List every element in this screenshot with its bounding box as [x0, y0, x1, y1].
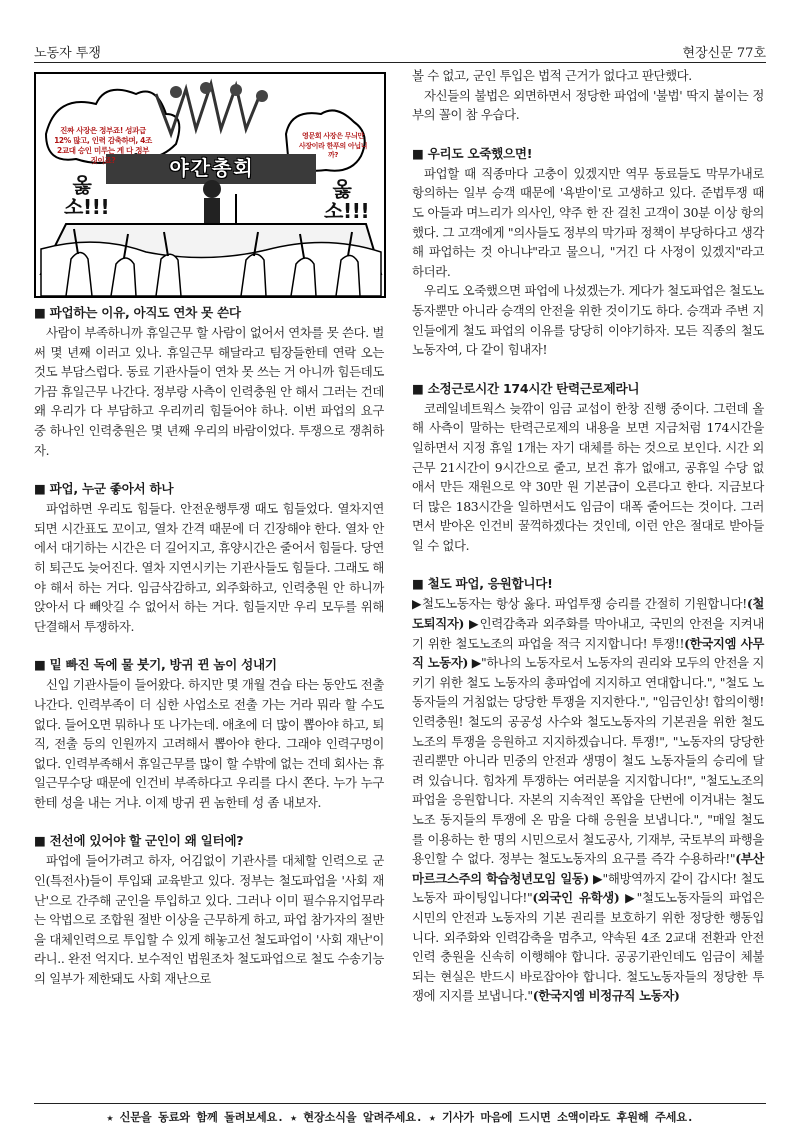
speech-bubble-right: 영문회 사장은 무늬만 사장이라 한푸의 아닙니까?: [298, 132, 368, 159]
article-body: 자신들의 불법은 외면하면서 정당한 파업에 '불법' 딱지 붙이는 정부의 꼴이 참 우습다.: [412, 87, 764, 123]
article-body: 신입 기관사들이 들어왔다. 하지만 몇 개월 견습 타는 동안도 전출 나간다. 인력부족이 더 심한 사업소로 전출 가는 거라 뭐라 할 수도 없다. 들어오면 뭐하나 또 나가는데. 애초에 더 많이 뽑아야 하고, 퇴직, 전출 등의 인원까지 고려해서 뽑아야 한다. 그래야 인력구멍이 없다. 인력부족해서 휴일근무를 많이 할 수밖에 없는 건데 회사는 휴일근무수당 때문에 인건비 부족하다고 우리를 다시 쫀다. 누가 누구한테 성을 내는 거냐. 이제 방귀 뀐 놈한테 성 좀 내보자.: [34, 677, 384, 810]
speech-bubble-left: 진짜 사장은 정부죠! 성과급 12% 많고, 인력 감축하며, 4조 2교대 승인 미루는 게 다 정부 짓이죠?: [54, 126, 152, 165]
article-section: [34, 831, 384, 988]
support-author: (한국지엠 사무직 노동자): [412, 635, 764, 671]
support-author: (외국인 유학생): [532, 890, 620, 906]
support-author: (철도퇴직자): [412, 596, 764, 632]
support-message: ▶인력감축과 외주화를 막아내고, 국민의 안전을 지켜내기 위한 철도노조의 파업을 적극 지지합니다! 투쟁!!: [412, 616, 764, 651]
article-section: [34, 655, 384, 812]
cartoon-banner: 야간총회: [169, 156, 255, 180]
support-section: [412, 574, 764, 1005]
article-title: ■ 우리도 오죽했으면!: [412, 145, 533, 161]
support-author: (한국지엠 비정규직 노동자): [532, 988, 680, 1004]
article-title: ■ 소정근로시간 174시간 탄력근로제라니: [412, 380, 640, 396]
article-body: 파업에 들어가려고 하자, 어김없이 기관사를 대체할 인력으로 군인(특전사)들이 투입돼 교육받고 있다. 정부는 철도파업을 '사회 재난'으로 간주해 군인을 투입하고 있다. 그러나 이미 필수유지업무라는 악법으로 조합원 절반 이상을 근무하게 하고, 파업 참가자의 절반을 대체인력으로 투입할 수 있게 해놓고선 철도파업이 '사회 재난'이라니.. 완전 억지다. 보수적인 법원조차 철도파업으로 철도 수송기능의 일부가 제한돼도 사회 재난으로: [34, 853, 384, 987]
article-body: 파업할 때 직종마다 고충이 있겠지만 역무 동료들도 막무가내로 항의하는 일부 승객 때문에 '욕받이'로 고생하고 있다. 준법투쟁 때도 아들과 며느리가 의사인, 약주 한 잔 걸친 고객이 30분 이상 항의했다. 그 고객에게 "의사들도 정부의 막가파 정책이 부당하다고 생각해 파업하는 것 아니냐"라고 물으니, "거긴 다 사정이 있겠지"라고 하더라.: [412, 165, 764, 279]
cry-right: 옳소!!!: [324, 177, 370, 223]
article-body: 사람이 부족하니까 휴일근무 할 사람이 없어서 연차를 못 쓴다. 벌써 몇 년째 이러고 있나. 휴일근무 해달라고 팀장들한테 연락 오는 것도 부담스럽다. 동료 기관사들이 연차 못 쓰는 거 아니까 힘든데도 가끔 휴일근무 나간다. 정부랑 사측이 인력충원 안 해서 그러는 건데 왜 우리가 다 부담하고 우리끼리 힘들어야 하나. 이번 파업의 요구 중 하나인 인력충원은 몇 년째 우리의 바람이었다. 투쟁으로 쟁취하자.: [34, 325, 384, 458]
article-body: 코레일네트웍스 늦깎이 임금 교섭이 한창 진행 중이다. 그런데 올해 사측이 말하는 탄력근로제의 내용을 보면 지금처럼 174시간을 일하면서 지정 휴일 1개는 자기 대체를 하는 것으로 보인다. 시간 외 근무 21시간이 9시간으로 줄고, 보건 휴가 없애고, 공휴일 수당 없애서 만든 재원으로 약 30만 원 기본급이 오른다고 한다. 지금보다 더 많은 183시간을 일하면서도 임금이 대폭 줄어드는 것이다. 그러면서 받아온 인건비 꿀꺽하겠다는 것인데, 이런 안은 절대로 받아들일 수 없다.: [412, 400, 764, 553]
article-section: [412, 379, 764, 556]
article-body: 파업하면 우리도 힘들다. 안전운행투쟁 때도 힘들었다. 열차지연되면 시간표도 꼬이고, 열차 간격 때문에 더 긴장해야 한다. 열차 안에서 대기하는 시간은 더 길어지고, 휴양시간은 줄어서 힘들다. 당연히 퇴근도 늦어진다. 열차 지연시키는 기관사들도 힘들다. 그래도 해야 해서 하는 거다. 임금삭감하고, 외주화하고, 인력충원 안 하니까 앉아서 다 빼앗길 수 없어서 하는 거다. 힘들지만 우리 모두를 위해 단결해서 투쟁하자.: [34, 501, 384, 634]
support-messages: [412, 594, 764, 1005]
article-section: [412, 144, 764, 360]
support-author: (부산 마르크스주의 학습청년모임 일동): [412, 851, 764, 886]
cry-left: 옳소!!!: [64, 173, 110, 219]
support-message: ▶"해방역까지 같이 갑시다! 철도 노동자 파이팅입니다!": [412, 870, 764, 906]
support-title: ■ 철도 파업, 응원합니다!: [412, 576, 553, 592]
article-title: ■ 파업, 누군 좋아서 하나: [34, 481, 174, 497]
article-continuation: 볼 수 없고, 군인 투입은 법적 근거가 없다고 판단했다.: [412, 68, 692, 83]
support-message: ▶"철도노동자들의 파업은 시민의 안전과 노동자의 기본 권리를 보호하기 위한 정당한 행동입니다. 외주화와 인력감축을 멈추고, 약속된 4조 2교대 전환과 안전 인력 충원을 신속히 이행해야 합니다. 공공기관인데도 임금이 체불되는 현실은 반드시 바로잡아야 합니다. 철도노동자들의 정당한 투쟁에 지지를 보냅니다.": [412, 890, 764, 1004]
article-body: 우리도 오죽했으면 파업에 나섰겠는가. 게다가 철도파업은 철도노동자뿐만 아니라 승객의 안전을 위한 것이기도 하다. 승객과 주변 지인들에게 철도 파업의 이유를 당당히 이야기하자. 모든 직종의 철도노동자여, 다 같이 힘내자!: [412, 283, 764, 358]
support-message: ▶철도노동자는 항상 옳다. 파업투쟁 승리를 간절히 기원합니다!: [412, 596, 747, 612]
right-column: [412, 66, 764, 1006]
article-title: ■ 밑 빠진 독에 물 붓기, 방귀 뀐 놈이 성내기: [34, 657, 277, 673]
page-header: [34, 40, 766, 63]
page-footer: ★ 신문을 동료와 함께 돌려보세요. ★ 현장소식을 알려주세요. ★ 기사가 마음에 드시면 소액이라도 후원해 주세요.: [34, 1103, 766, 1125]
cartoon-illustration: [34, 72, 386, 298]
left-column: [34, 66, 384, 989]
article-section: [34, 303, 384, 460]
header-section-name: 노동자 투쟁: [34, 46, 101, 61]
support-message: ▶"하나의 노동자로서 노동자의 권리와 모두의 안전을 지키기 위한 철도 노동자의 총파업에 지지하고 연대합니다.", "철도 노동자들의 거침없는 당당한 투쟁을 지지한다.", "임금인상! 합의이행! 인력충원! 철도의 공공성 사수와 철도노동자의 기본권을 위한 철도노조의 투쟁을 응원하고 지지하겠습니다. 투쟁!", "노동자의 당당한 권리뿐만 아니라 민중의 안전과 생명이 철도 노동자들의 승리에 달려 있습니다. 힘차게 투쟁하는 여러분을 지지합니다!", "철도노조의 파업을 응원합니다. 자본의 지속적인 폭압을 단번에 이겨내는 철도노조 동지들의 투쟁에 온 맘을 다해 응원을 보냅니다.", "매일 철도를 이용하는 한 명의 시민으로서 철도공사, 기재부, 국토부의 파행을 용인할 수 없다. 정부는 철도노동자의 요구를 즉각 수용하라!": [412, 655, 764, 867]
article-section: [34, 479, 384, 636]
article-title: ■ 파업하는 이유, 아직도 연차 못 쓴다: [34, 305, 241, 320]
article-title: ■ 전선에 있어야 할 군인이 왜 일터에?: [34, 833, 244, 849]
header-issue-number: 현장신문 77호: [682, 46, 766, 61]
